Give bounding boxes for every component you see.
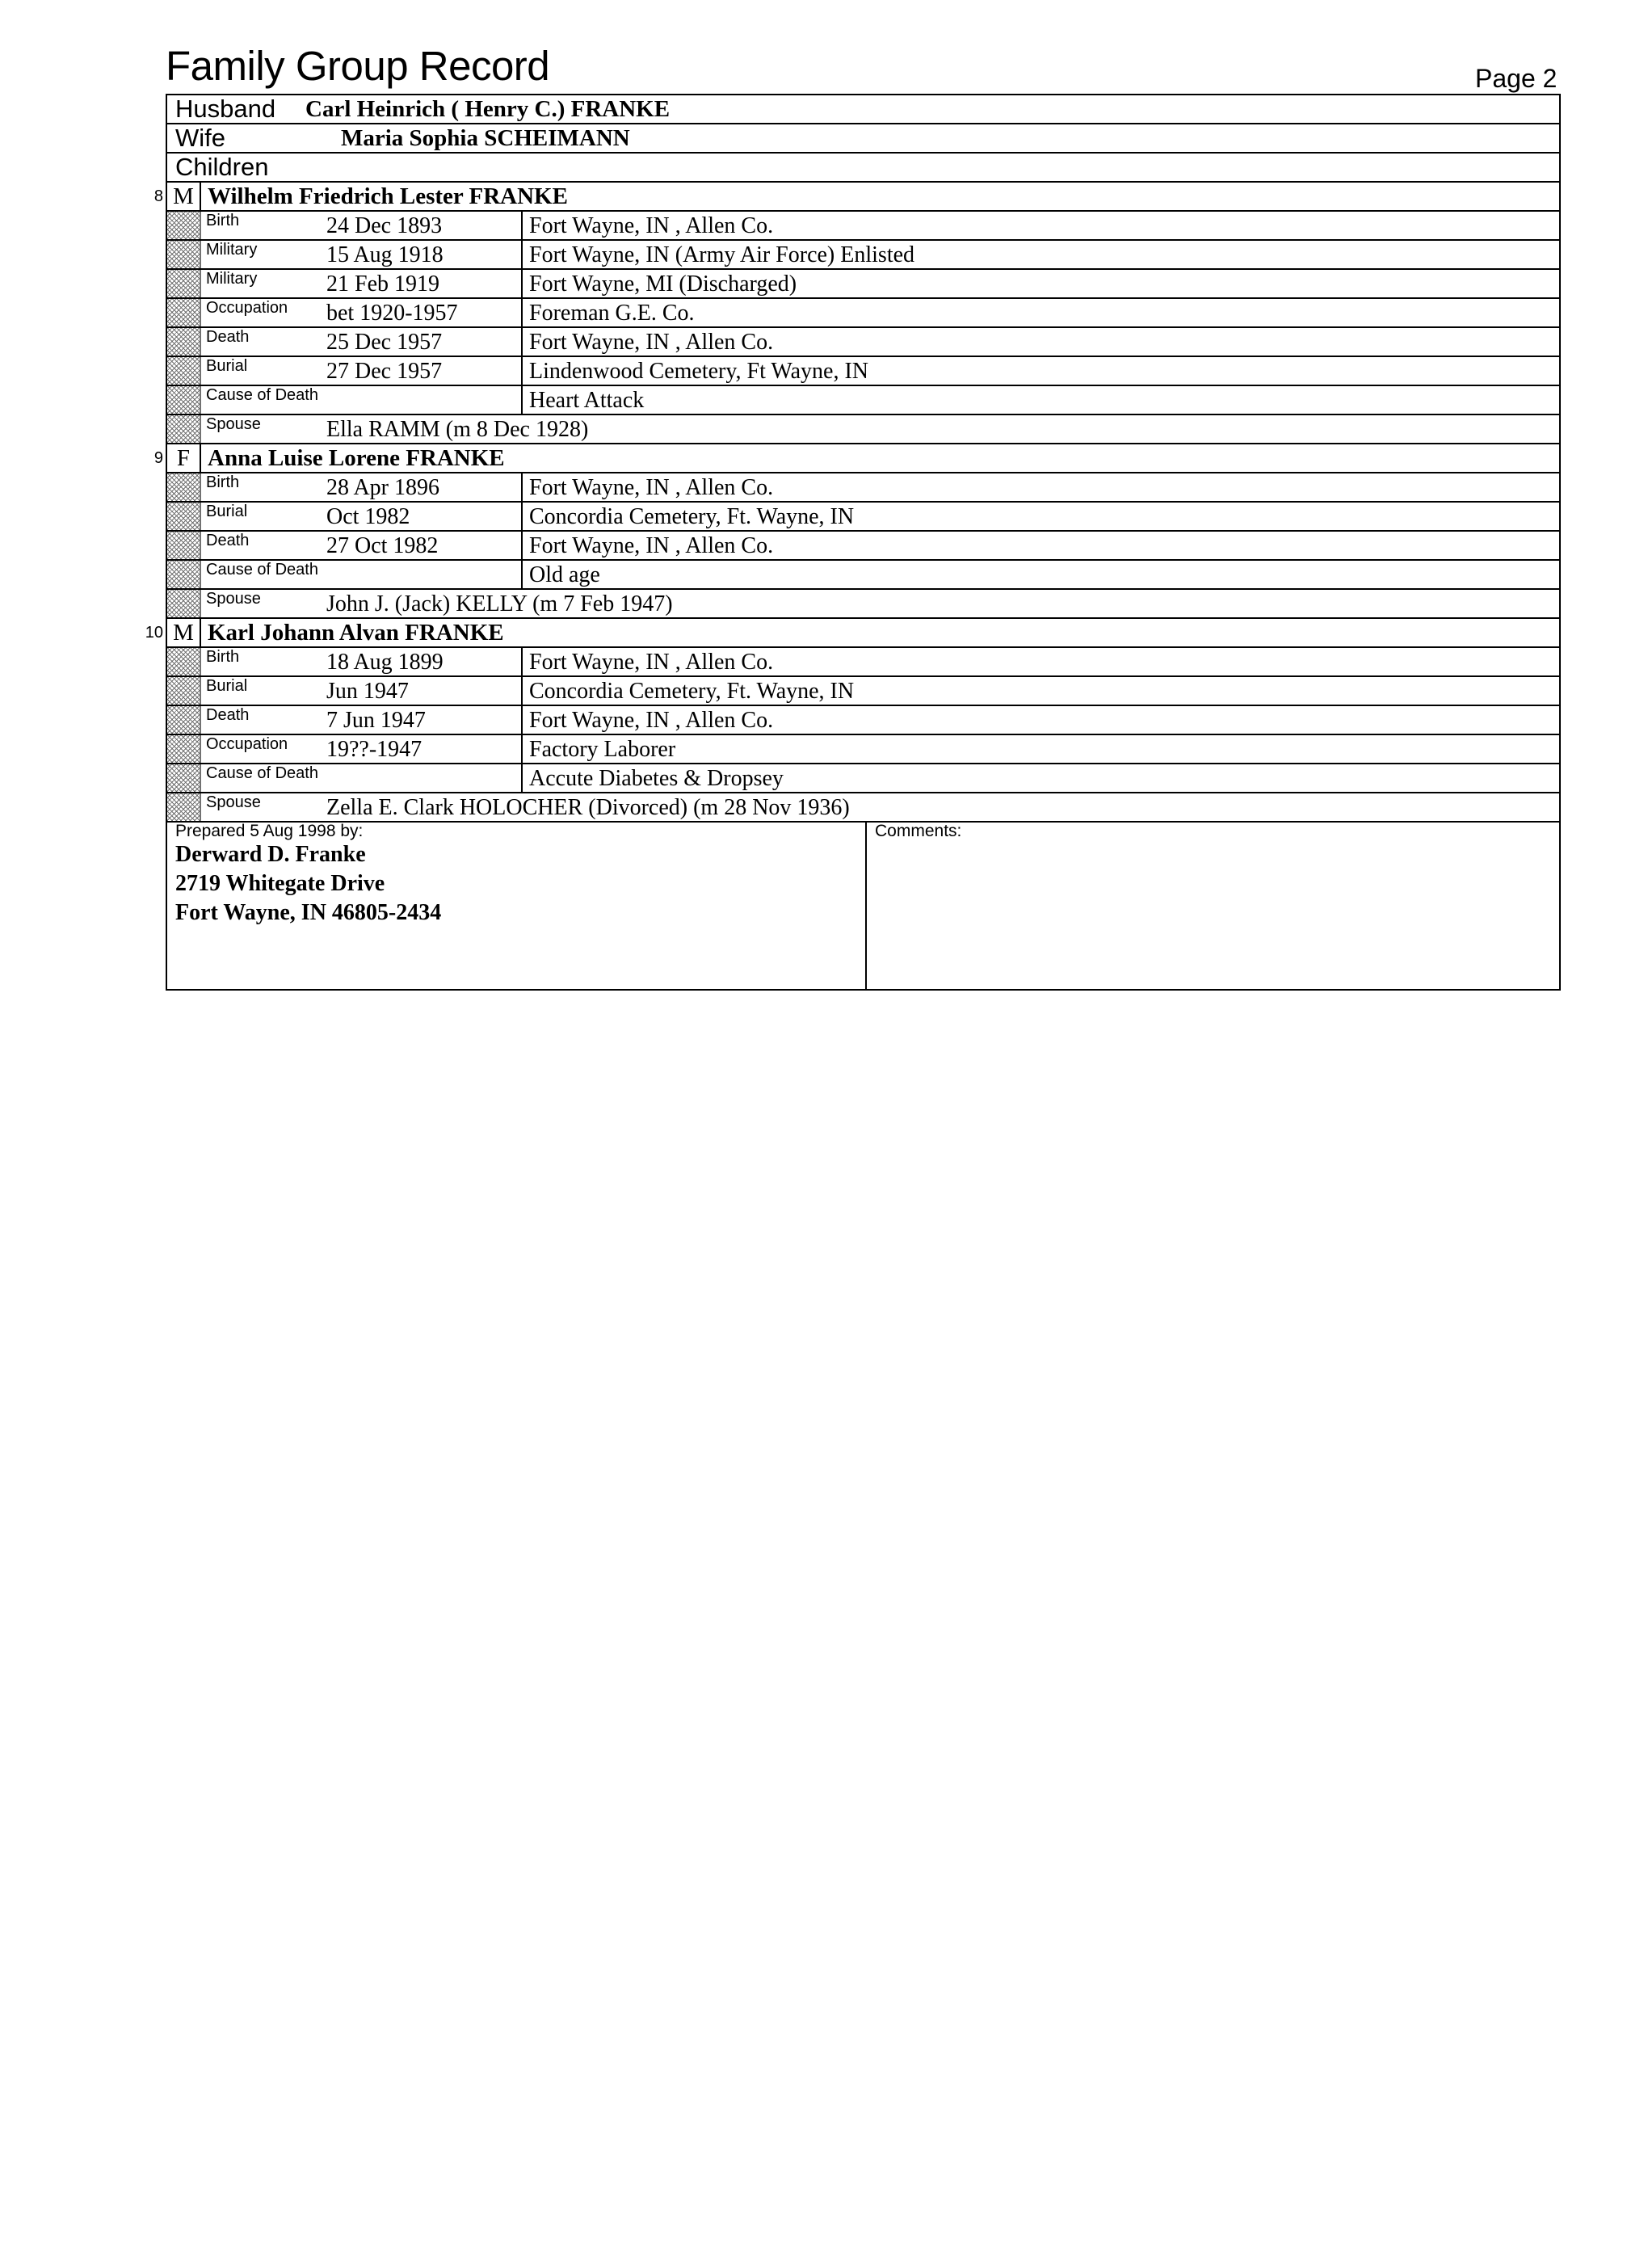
wife-name: Maria Sophia SCHEIMANN xyxy=(341,125,630,151)
wife-label: Wife xyxy=(175,124,225,152)
prepared-label: Prepared 5 Aug 1998 by: xyxy=(175,822,364,840)
event-place: Fort Wayne, IN , Allen Co. xyxy=(529,330,774,355)
page-number: Page 2 xyxy=(1475,64,1558,93)
wife-row xyxy=(167,124,1559,154)
shaded-cell xyxy=(167,677,201,705)
event-date: 27 Oct 1982 xyxy=(326,532,523,559)
shaded-cell xyxy=(167,270,201,297)
event-label: Death xyxy=(206,706,250,724)
event-row xyxy=(167,735,1559,764)
event-label: Burial xyxy=(206,677,248,695)
shaded-cell xyxy=(167,503,201,530)
husband-label: Husband xyxy=(175,95,276,123)
spouse-row xyxy=(167,590,1559,619)
comments-section xyxy=(867,823,961,989)
husband-row xyxy=(167,95,1559,124)
child-row xyxy=(167,444,1559,473)
event-place: Fort Wayne, IN (Army Air Force) Enlisted xyxy=(529,242,915,267)
spouse-name: Ella RAMM (m 8 Dec 1928) xyxy=(326,417,589,442)
shaded-cell xyxy=(167,590,201,617)
children-label: Children xyxy=(175,153,269,181)
child-sex: F xyxy=(167,444,201,472)
spouse-label: Spouse xyxy=(206,590,261,608)
event-date: 18 Aug 1899 xyxy=(326,648,523,675)
event-label: Birth xyxy=(206,473,240,491)
event-row xyxy=(167,648,1559,677)
event-place: Concordia Cemetery, Ft. Wayne, IN xyxy=(529,504,855,529)
event-label: Military xyxy=(206,270,258,288)
event-row xyxy=(167,503,1559,532)
spouse-label: Spouse xyxy=(206,415,261,433)
event-place: Fort Wayne, IN , Allen Co. xyxy=(529,213,774,238)
event-date: bet 1920-1957 xyxy=(326,299,523,326)
event-date: Jun 1947 xyxy=(326,677,523,705)
shaded-cell xyxy=(167,793,201,821)
event-place: Foreman G.E. Co. xyxy=(529,301,695,326)
event-place: Concordia Cemetery, Ft. Wayne, IN xyxy=(529,679,855,704)
child-row xyxy=(167,619,1559,648)
event-label: Occupation xyxy=(206,735,288,753)
event-row xyxy=(167,677,1559,706)
shaded-cell xyxy=(167,328,201,356)
event-place: Fort Wayne, MI (Discharged) xyxy=(529,271,797,297)
shaded-cell xyxy=(167,299,201,326)
event-row xyxy=(167,270,1559,299)
preparer-name: Derward D. Franke xyxy=(175,842,366,867)
event-date: 7 Jun 1947 xyxy=(326,706,523,734)
event-date: Oct 1982 xyxy=(326,503,523,530)
cause-of-death-value: Heart Attack xyxy=(529,388,645,413)
child-sex: M xyxy=(167,619,201,646)
event-place: Fort Wayne, IN , Allen Co. xyxy=(529,650,774,675)
cause-of-death-value: Accute Diabetes & Dropsey xyxy=(529,766,784,791)
event-label: Death xyxy=(206,328,250,346)
event-label: Death xyxy=(206,532,250,549)
cause-of-death-label: Cause of Death xyxy=(201,764,523,792)
event-place: Fort Wayne, IN , Allen Co. xyxy=(529,708,774,733)
family-record-table xyxy=(166,94,1561,991)
event-label: Occupation xyxy=(206,299,288,317)
cause-of-death-value: Old age xyxy=(529,562,600,587)
child-name: Karl Johann Alvan FRANKE xyxy=(208,620,504,646)
event-date: 15 Aug 1918 xyxy=(326,241,523,268)
event-row xyxy=(167,532,1559,561)
spouse-row xyxy=(167,793,1559,823)
child-number: 10 xyxy=(145,624,163,642)
shaded-cell xyxy=(167,735,201,763)
event-place: Fort Wayne, IN , Allen Co. xyxy=(529,475,774,500)
address-line-2: Fort Wayne, IN 46805-2434 xyxy=(175,900,442,925)
shaded-cell xyxy=(167,212,201,239)
event-label: Burial xyxy=(206,503,248,520)
event-place: Factory Laborer xyxy=(529,737,676,762)
husband-name: Carl Heinrich ( Henry C.) FRANKE xyxy=(305,96,671,122)
shaded-cell xyxy=(167,764,201,792)
shaded-cell xyxy=(167,473,201,501)
event-row xyxy=(167,299,1559,328)
child-name: Anna Luise Lorene FRANKE xyxy=(208,445,505,471)
cause-of-death-row xyxy=(167,561,1559,590)
event-place: Fort Wayne, IN , Allen Co. xyxy=(529,533,774,558)
child-number: 8 xyxy=(153,187,163,205)
child-row xyxy=(167,183,1559,212)
event-date: 24 Dec 1893 xyxy=(326,212,523,239)
event-row xyxy=(167,706,1559,735)
shaded-cell xyxy=(167,357,201,385)
event-label: Burial xyxy=(206,357,248,375)
shaded-cell xyxy=(167,561,201,588)
page-title: Family Group Record xyxy=(166,43,550,89)
event-label: Birth xyxy=(206,648,240,666)
cause-of-death-row xyxy=(167,764,1559,793)
cause-of-death-label: Cause of Death xyxy=(201,386,523,414)
child-name: Wilhelm Friedrich Lester FRANKE xyxy=(208,183,568,209)
event-row xyxy=(167,357,1559,386)
comments-label: Comments: xyxy=(875,822,962,840)
spouse-label: Spouse xyxy=(206,793,261,811)
prepared-by-section xyxy=(167,823,867,989)
cause-of-death-label: Cause of Death xyxy=(201,561,523,588)
address-line-1: 2719 Whitegate Drive xyxy=(175,871,385,896)
event-date: 28 Apr 1896 xyxy=(326,473,523,501)
event-date: 25 Dec 1957 xyxy=(326,328,523,356)
shaded-cell xyxy=(167,386,201,414)
shaded-cell xyxy=(167,532,201,559)
shaded-cell xyxy=(167,241,201,268)
event-row xyxy=(167,473,1559,503)
cause-of-death-row xyxy=(167,386,1559,415)
spouse-name: John J. (Jack) KELLY (m 7 Feb 1947) xyxy=(326,591,673,616)
event-label: Military xyxy=(206,241,258,259)
shaded-cell xyxy=(167,648,201,675)
footer xyxy=(167,823,1559,989)
shaded-cell xyxy=(167,706,201,734)
child-number: 9 xyxy=(153,449,163,467)
children-list xyxy=(167,183,1559,823)
event-date: 27 Dec 1957 xyxy=(326,357,523,385)
event-date: 19??-1947 xyxy=(326,735,523,763)
shaded-cell xyxy=(167,415,201,443)
event-label: Birth xyxy=(206,212,240,229)
spouse-row xyxy=(167,415,1559,444)
event-row xyxy=(167,241,1559,270)
event-place: Lindenwood Cemetery, Ft Wayne, IN xyxy=(529,359,868,384)
spouse-name: Zella E. Clark HOLOCHER (Divorced) (m 28 Nov 1936) xyxy=(326,795,850,820)
child-sex: M xyxy=(167,183,201,210)
event-row xyxy=(167,212,1559,241)
event-row xyxy=(167,328,1559,357)
event-date: 21 Feb 1919 xyxy=(326,270,523,297)
children-header-row xyxy=(167,154,1559,183)
